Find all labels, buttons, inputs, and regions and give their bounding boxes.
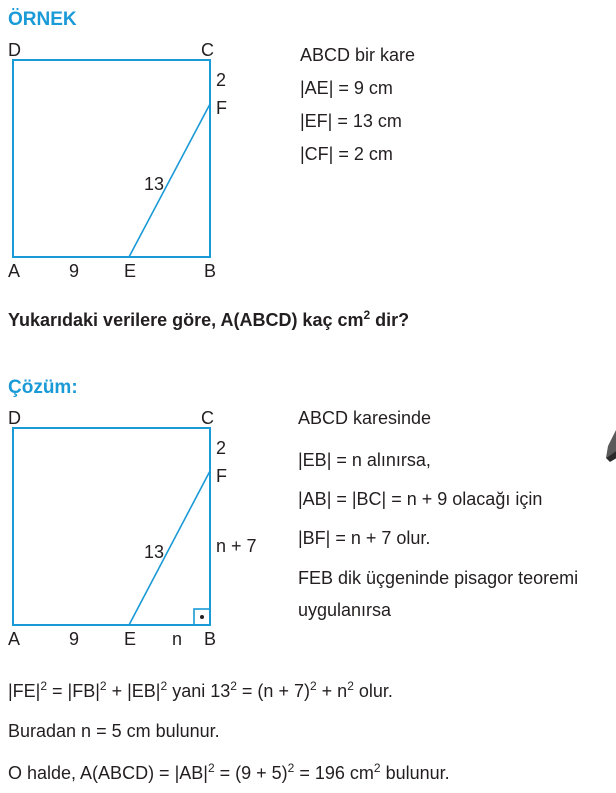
given-line-3: |EF| = 13 cm	[300, 111, 402, 131]
solution-label-ae: 9	[69, 629, 80, 649]
solution-label-ef: 13	[144, 542, 165, 562]
example-point-a: A	[8, 261, 21, 281]
equation-result-n: Buradan n = 5 cm bulunur.	[8, 721, 220, 741]
equation-pythagoras: $|FE|^2 = |FB|^2 + |EB|^2$ yani $13^2 = (n + 7)^2 + n^2$ olur.	[8, 679, 393, 701]
solution-point-a: A	[8, 629, 21, 649]
given-line-1: ABCD bir kare	[300, 45, 416, 65]
solution-label-cf: 2	[216, 438, 227, 458]
right-angle-dot	[200, 615, 204, 619]
solution-label-fb: n + 7	[216, 536, 257, 556]
given-line-2: |AE| = 9 cm	[300, 78, 393, 98]
note-line-6: uygulanırsa	[298, 600, 392, 620]
note-line-2: |EB| = n alınırsa,	[298, 450, 431, 470]
solution-point-c: C	[201, 408, 214, 428]
solution-label-eb: n	[172, 629, 183, 649]
example-label-ae: 9	[69, 261, 80, 281]
example-segment-ef	[129, 104, 210, 257]
equation-area: O halde, A(ABCD) = $|AB|^2 = (9 + 5)^2 = 196$ $cm^2$ bulunur.	[8, 761, 450, 783]
solution-point-e: E	[124, 629, 137, 649]
example-point-f: F	[216, 98, 227, 118]
example-label-cf: 2	[216, 70, 227, 90]
solution-segment-ef	[129, 471, 210, 625]
example-heading: ÖRNEK	[8, 9, 77, 30]
solution-point-b: B	[204, 629, 217, 649]
pencil-icon	[600, 418, 616, 462]
note-line-5: FEB dik üçgeninde pisagor teoremi	[298, 568, 579, 588]
given-line-4: |CF| = 2 cm	[300, 144, 393, 164]
solution-point-f: F	[216, 466, 227, 486]
example-label-ef: 13	[144, 174, 165, 194]
example-point-b: B	[204, 261, 217, 281]
example-point-d: D	[8, 40, 21, 60]
example-point-c: C	[201, 40, 214, 60]
example-point-e: E	[124, 261, 137, 281]
solution-point-d: D	[8, 408, 21, 428]
note-line-1: ABCD karesinde	[298, 408, 432, 428]
question-text: Yukarıdaki verilere göre, A(ABCD) kaç $cm^2$ dir?	[8, 308, 410, 330]
note-line-3: |AB| = |BC| = n + 9 olacağı için	[298, 489, 543, 509]
note-line-4: |BF| = n + 7 olur.	[298, 528, 431, 548]
solution-heading: Çözüm:	[8, 377, 78, 398]
